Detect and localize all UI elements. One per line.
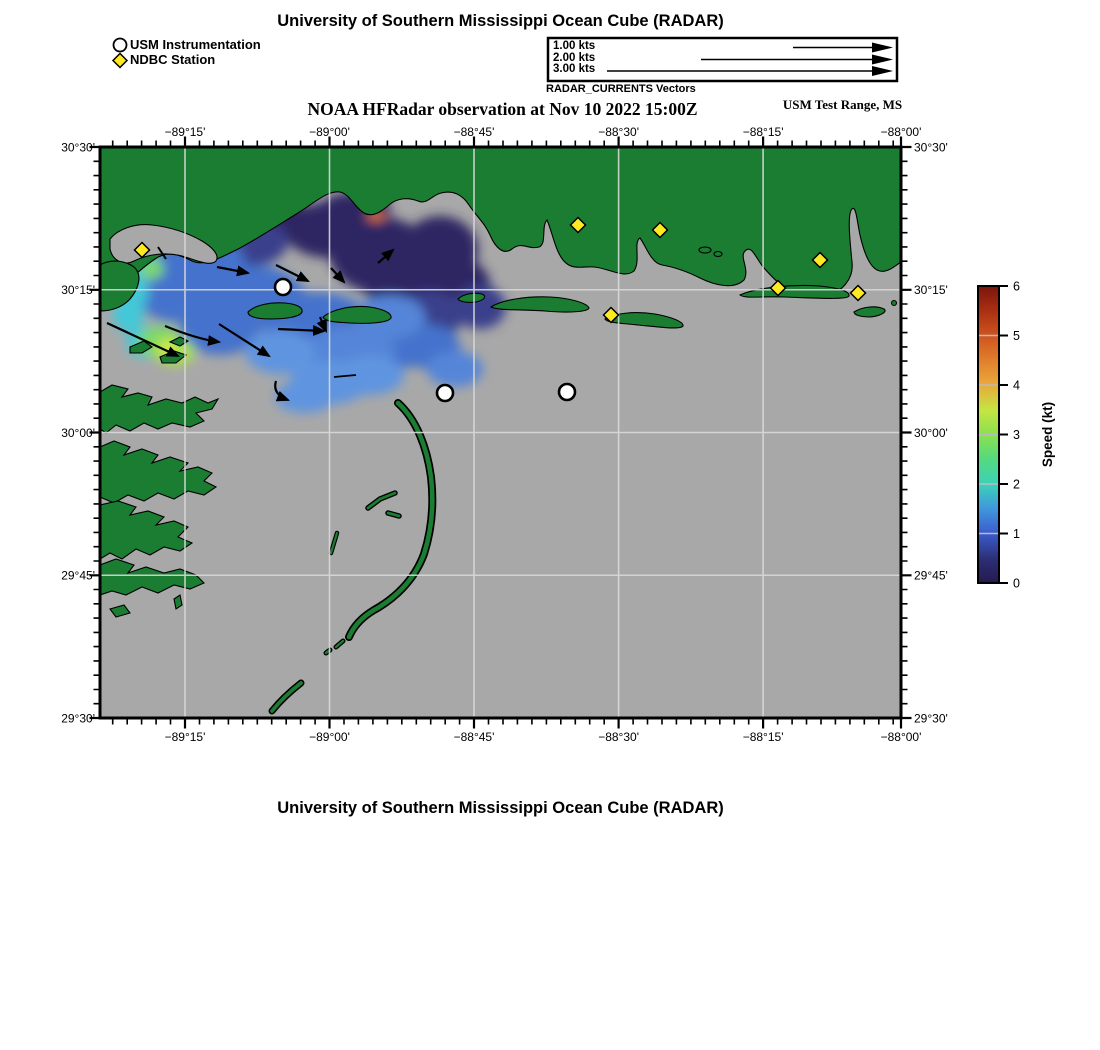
y-tick-label: 30°30' (914, 140, 948, 155)
vector-3kt-arrowhead (872, 66, 893, 76)
vector-1kt-label: 1.00 kts (553, 40, 596, 52)
y-tick-label: 29°45' (914, 568, 948, 583)
figure-title-top: University of Southern Mississippi Ocean Cube (RADAR) (277, 12, 724, 30)
colorbar-ticks (1000, 286, 1008, 583)
y-axis-labels-right (914, 141, 948, 726)
x-tick-label: −89°00' (309, 730, 350, 744)
map-body (99, 147, 901, 718)
svg-text:1: 1 (1013, 527, 1020, 541)
vector-2kt-arrowhead (872, 55, 893, 65)
usm-instrumentation-icon (114, 39, 127, 52)
vector-1kt-arrowhead (872, 43, 893, 53)
colorbar-tick-labels (1013, 280, 1020, 591)
x-tick-label: −89°00' (309, 125, 350, 139)
colorbar (978, 280, 1055, 591)
x-tick-label: −89°15' (164, 730, 206, 744)
vector-scale-box (548, 38, 897, 81)
svg-text:0: 0 (1013, 576, 1020, 591)
svg-text:4: 4 (1013, 378, 1020, 393)
y-tick-label: 30°00' (914, 426, 948, 440)
islet (892, 301, 897, 306)
x-tick-label: −88°45' (453, 730, 495, 744)
islet (714, 252, 722, 257)
svg-text:5: 5 (1013, 329, 1020, 343)
y-tick-label: 29°45' (61, 568, 95, 583)
y-tick-label: 30°30' (61, 140, 95, 155)
y-tick-label: 30°15' (914, 283, 948, 298)
y-tick-label: 29°30' (914, 711, 948, 726)
islet (699, 247, 711, 253)
x-tick-label: −88°00' (880, 730, 922, 744)
y-axis-labels-left (61, 141, 95, 726)
x-tick-label: −89°15' (164, 125, 206, 139)
svg-text:6: 6 (1013, 279, 1020, 294)
y-tick-label: 29°30' (61, 711, 95, 726)
x-tick-label: −88°15' (742, 125, 784, 139)
usm-instrument-marker (437, 385, 453, 401)
x-axis-labels-top (165, 125, 922, 139)
observation-subtitle: NOAA HFRadar observation at Nov 10 2022 15:00Z (307, 99, 698, 119)
x-tick-label: −88°00' (880, 125, 922, 139)
colorbar-title: Speed (kt) (1040, 401, 1055, 468)
y-tick-label: 30°15' (61, 283, 95, 298)
vector-legend-caption: RADAR_CURRENTS Vectors (546, 83, 696, 95)
x-tick-label: −88°15' (742, 730, 784, 744)
usm-instrument-marker (559, 384, 575, 400)
svg-text:2: 2 (1013, 477, 1020, 492)
figure-title-bottom: University of Southern Mississippi Ocean Cube (RADAR) (277, 799, 724, 817)
x-tick-label: −88°30' (598, 730, 639, 744)
ndbc-station-icon (113, 54, 127, 68)
vector-2kt-label: 2.00 kts (553, 51, 596, 64)
y-tick-label: 30°00' (61, 426, 95, 440)
usm-instrument-marker (275, 279, 291, 295)
x-tick-label: −88°30' (598, 125, 639, 139)
svg-text:3: 3 (1013, 428, 1020, 442)
x-tick-label: −88°45' (453, 125, 495, 139)
x-axis-labels-bottom (165, 730, 922, 744)
vector-3kt-label: 3.00 kts (553, 63, 596, 75)
legend-ndbc-label: NDBC Station (130, 52, 216, 67)
test-range-label: USM Test Range, MS (782, 97, 903, 112)
legend-usm-label: USM Instrumentation (130, 37, 261, 52)
